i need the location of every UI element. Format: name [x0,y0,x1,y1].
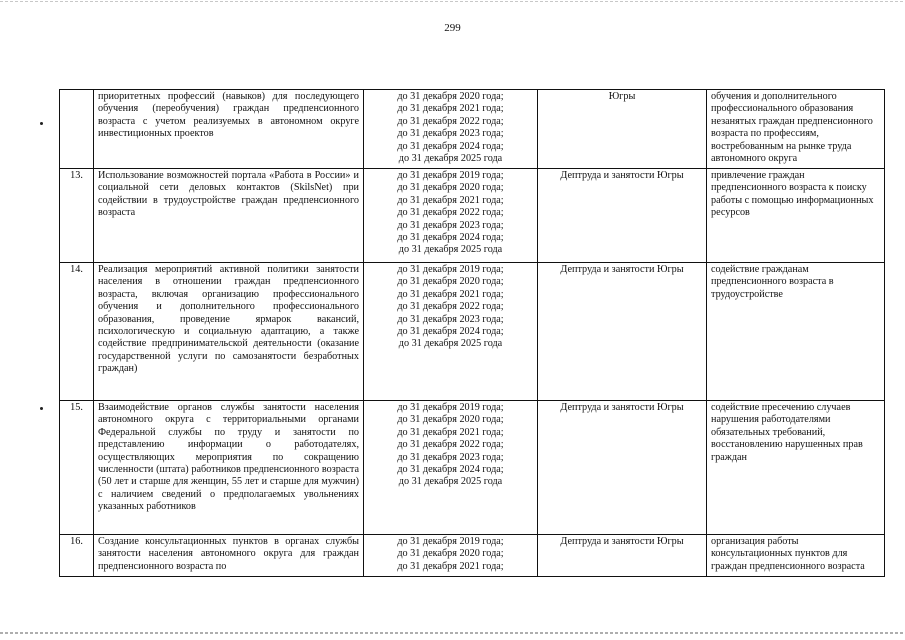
result-cell: организация работы консультационных пунктов для граждан предпенсионного возраста [707,535,885,577]
deadline-line: до 31 декабря 2019 года; [397,536,504,547]
row-number: 13. [60,169,94,263]
result-cell: содействие пресечению случаев нарушения работодателями обязательных требований, восстановлению нарушенных прав граждан [707,401,885,535]
deadline-line: до 31 декабря 2019 года; [397,402,504,413]
result-cell: привлечение граждан предпенсионного возраста к поиску работы с помощью информационных ресурсов [707,169,885,263]
measure-cell: приоритетных профессий (навыков) для последующего обучения (переобучения) граждан предпенсионного возраста с учетом реализуемых в автономном округе инвестиционных проектов [94,90,364,169]
table-row [60,169,885,263]
deadline-line: до 31 декабря 2024 года; [397,140,504,152]
result-cell: содействие гражданам предпенсионного возраста в трудоустройстве [707,263,885,401]
row-number [60,90,94,169]
deadline-line: до 31 декабря 2022 года; [397,301,504,313]
deadline-line: до 31 декабря 2023 года; [397,219,504,231]
deadline-cell [364,263,538,401]
deadline-line: до 31 декабря 2025 года [398,476,503,488]
table-row [60,535,885,577]
measures-table [59,89,885,577]
deadline-cell [364,169,538,263]
table-row [60,263,885,401]
row-number: 16. [60,535,94,577]
executor-cell: Дептруда и занятости Югры [538,535,707,577]
executor-cell: Югры [538,90,707,169]
deadline-line: до 31 декабря 2020 года; [397,414,504,426]
measure-cell: Использование возможностей портала «Работа в России» и социальной сети деловых контактов (SkilsNet) при содействии в трудоустройстве граждан предпенсионного возраста [94,169,364,263]
deadline-line: до 31 декабря 2025 года [398,244,503,256]
deadline-line: до 31 декабря 2024 года; [397,326,504,338]
deadline-line: до 31 декабря 2019 года; [397,170,504,181]
deadline-line: до 31 декабря 2021 года; [397,288,504,300]
scan-margin-mark [40,407,43,410]
scan-bottom-edge [0,632,905,634]
table-row [60,90,885,169]
deadline-line: до 31 декабря 2019 года; [397,264,504,275]
row-number: 14. [60,263,94,401]
measure-cell: Взаимодействие органов службы занятости населения автономного округа с территориальными органами Федеральной службы по труду и занятости по представлению информации о работодателях, осуществляющих мероприятия по сокращению численности (штата) работников предпенсионного возраста (50 лет и старше для женщин, 55 лет и старше для мужчин) с наличием сведений о предполагаемых увольнениях указанных работников [94,401,364,535]
deadline-line: до 31 декабря 2023 года; [397,313,504,325]
executor-cell: Дептруда и занятости Югры [538,263,707,401]
deadline-cell [364,90,538,169]
deadline-line: до 31 декабря 2024 года; [397,464,504,476]
deadline-line: до 31 декабря 2020 года; [397,548,504,560]
deadline-line: до 31 декабря 2022 года; [397,207,504,219]
deadline-line: до 31 декабря 2025 года [398,338,503,350]
deadline-line: до 31 декабря 2020 года; [397,91,504,102]
table-row [60,401,885,535]
page-number: 299 [444,22,461,34]
deadline-line: до 31 декабря 2024 года; [397,232,504,244]
deadline-line: до 31 декабря 2023 года; [397,451,504,463]
deadline-line: до 31 декабря 2022 года; [397,439,504,451]
deadline-line: до 31 декабря 2025 года [398,153,503,165]
result-cell: обучения и дополнительного профессионального образования незанятых граждан предпенсионного возраста по профессиям, востребованным на рынке труда автономного округа [707,90,885,169]
deadline-line: до 31 декабря 2020 года; [397,182,504,194]
deadline-line: до 31 декабря 2020 года; [397,276,504,288]
deadline-cell [364,535,538,577]
measure-cell: Создание консультационных пунктов в органах службы занятости населения автономного округа для граждан предпенсионного возраста по [94,535,364,577]
deadline-line: до 31 декабря 2023 года; [397,128,504,140]
deadline-cell [364,401,538,535]
deadline-line: до 31 декабря 2021 года; [397,426,504,438]
executor-cell: Дептруда и занятости Югры [538,401,707,535]
scan-margin-mark [40,122,43,125]
row-number: 15. [60,401,94,535]
deadline-line: до 31 декабря 2021 года; [397,103,504,115]
deadline-line: до 31 декабря 2022 года; [397,115,504,127]
measure-cell: Реализация мероприятий активной политики занятости населения в отношении граждан предпенсионного возраста, включая организацию профессионального обучения и дополнительного профессионального образования, проведение ярмарок вакансий, психологическую и социальную адаптацию, а также содействие предпринимательской деятельности (оказание государственной услуги по самозанятости безработных граждан) [94,263,364,401]
deadline-line: до 31 декабря 2021 года; [397,560,504,572]
deadline-line: до 31 декабря 2021 года; [397,194,504,206]
executor-cell: Дептруда и занятости Югры [538,169,707,263]
scan-top-edge [0,1,905,2]
